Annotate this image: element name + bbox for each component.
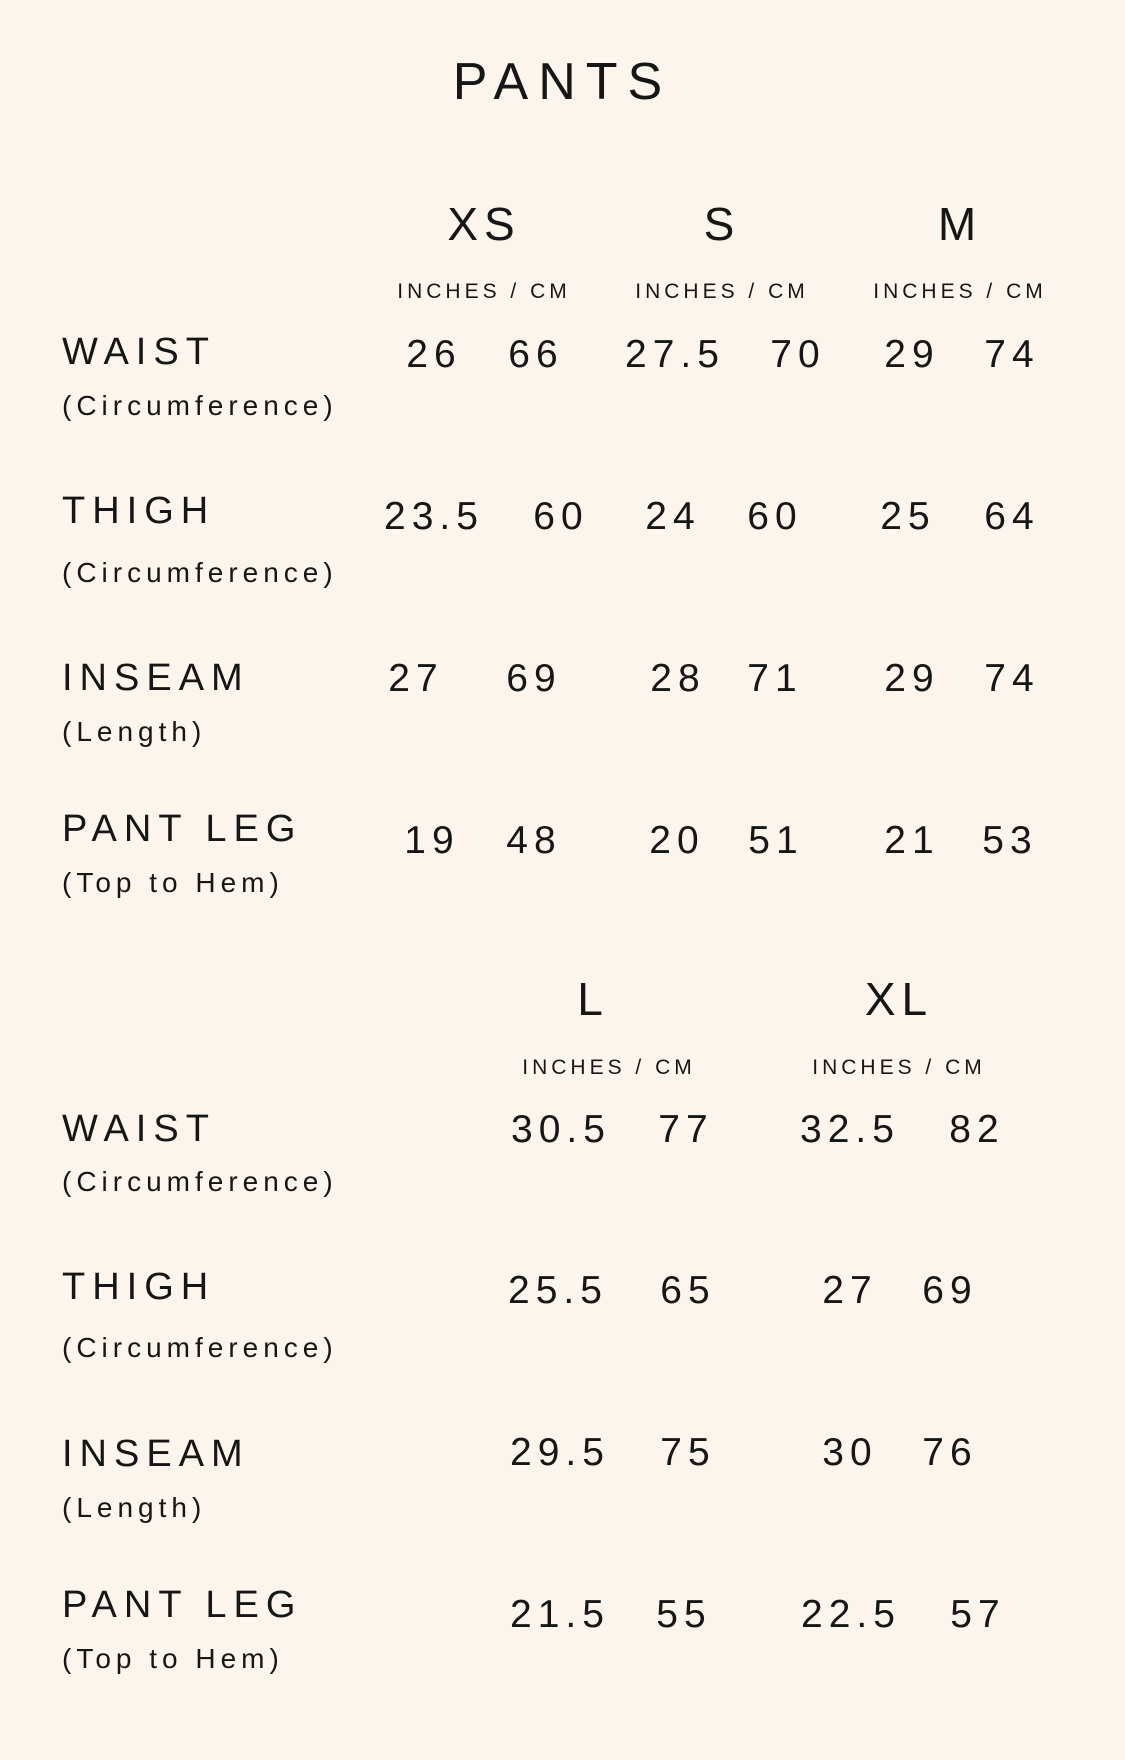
value-inches: 22.5: [801, 1593, 901, 1636]
units-label-xs: INCHES / CM: [397, 280, 571, 303]
size-header-m: M: [937, 198, 983, 250]
value-inches: 24: [645, 495, 701, 538]
row-label-waist: WAIST: [62, 1108, 216, 1150]
value-cm: 82: [949, 1108, 1005, 1151]
value-cm: 65: [660, 1269, 716, 1312]
size-header-xl: XL: [864, 973, 934, 1025]
value-inches: 27: [822, 1269, 878, 1312]
value-inches: 28: [650, 657, 706, 700]
value-cm: 60: [533, 495, 589, 538]
value-cm: 76: [922, 1431, 978, 1474]
value-cm: 74: [984, 657, 1040, 700]
value-inches: 26: [406, 333, 462, 376]
value-inches: 27: [388, 657, 444, 700]
value-inches: 30: [822, 1431, 878, 1474]
units-label-m: INCHES / CM: [873, 280, 1047, 303]
value-cm: 55: [656, 1593, 712, 1636]
value-inches: 25: [880, 495, 936, 538]
row-label-thigh: THIGH: [62, 490, 216, 532]
value-cm: 77: [658, 1108, 714, 1151]
row-label-inseam: INSEAM: [62, 1433, 250, 1475]
value-cm: 60: [747, 495, 803, 538]
row-sublabel-pant-leg: (Top to Hem): [62, 1643, 284, 1674]
value-cm: 74: [984, 333, 1040, 376]
row-label-waist: WAIST: [62, 331, 216, 373]
row-label-pant-leg: PANT LEG: [62, 1584, 303, 1626]
units-label-xl: INCHES / CM: [812, 1056, 986, 1079]
row-label-thigh: THIGH: [62, 1266, 216, 1308]
value-inches: 25.5: [508, 1269, 608, 1312]
value-inches: 32.5: [800, 1108, 900, 1151]
value-inches: 29: [884, 657, 940, 700]
row-sublabel-inseam: (Length): [62, 716, 207, 747]
value-inches: 20: [649, 819, 705, 862]
value-inches: 27.5: [625, 333, 725, 376]
value-cm: 57: [950, 1593, 1006, 1636]
value-cm: 69: [506, 657, 562, 700]
row-sublabel-inseam: (Length): [62, 1492, 207, 1523]
value-inches: 23.5: [384, 495, 484, 538]
value-cm: 66: [508, 333, 564, 376]
value-cm: 53: [982, 819, 1038, 862]
size-header-l: L: [577, 973, 609, 1025]
value-cm: 69: [922, 1269, 978, 1312]
value-inches: 21: [884, 819, 940, 862]
value-cm: 71: [747, 657, 803, 700]
row-sublabel-thigh: (Circumference): [62, 557, 338, 588]
value-cm: 51: [748, 819, 804, 862]
row-sublabel-waist: (Circumference): [62, 390, 338, 421]
page-title: PANTS: [452, 53, 673, 111]
value-inches: 29: [884, 333, 940, 376]
units-label-l: INCHES / CM: [522, 1056, 696, 1079]
row-sublabel-thigh: (Circumference): [62, 1332, 338, 1363]
size-header-s: S: [703, 198, 741, 250]
units-label-s: INCHES / CM: [635, 280, 809, 303]
value-inches: 30.5: [511, 1108, 611, 1151]
value-cm: 48: [506, 819, 562, 862]
value-cm: 70: [770, 333, 826, 376]
value-inches: 21.5: [510, 1593, 610, 1636]
value-cm: 75: [660, 1431, 716, 1474]
row-sublabel-pant-leg: (Top to Hem): [62, 867, 284, 898]
row-sublabel-waist: (Circumference): [62, 1166, 338, 1197]
value-inches: 19: [404, 819, 460, 862]
value-inches: 29.5: [510, 1431, 610, 1474]
value-cm: 64: [984, 495, 1040, 538]
row-label-inseam: INSEAM: [62, 657, 250, 699]
row-label-pant-leg: PANT LEG: [62, 808, 303, 850]
size-header-xs: XS: [447, 198, 521, 250]
